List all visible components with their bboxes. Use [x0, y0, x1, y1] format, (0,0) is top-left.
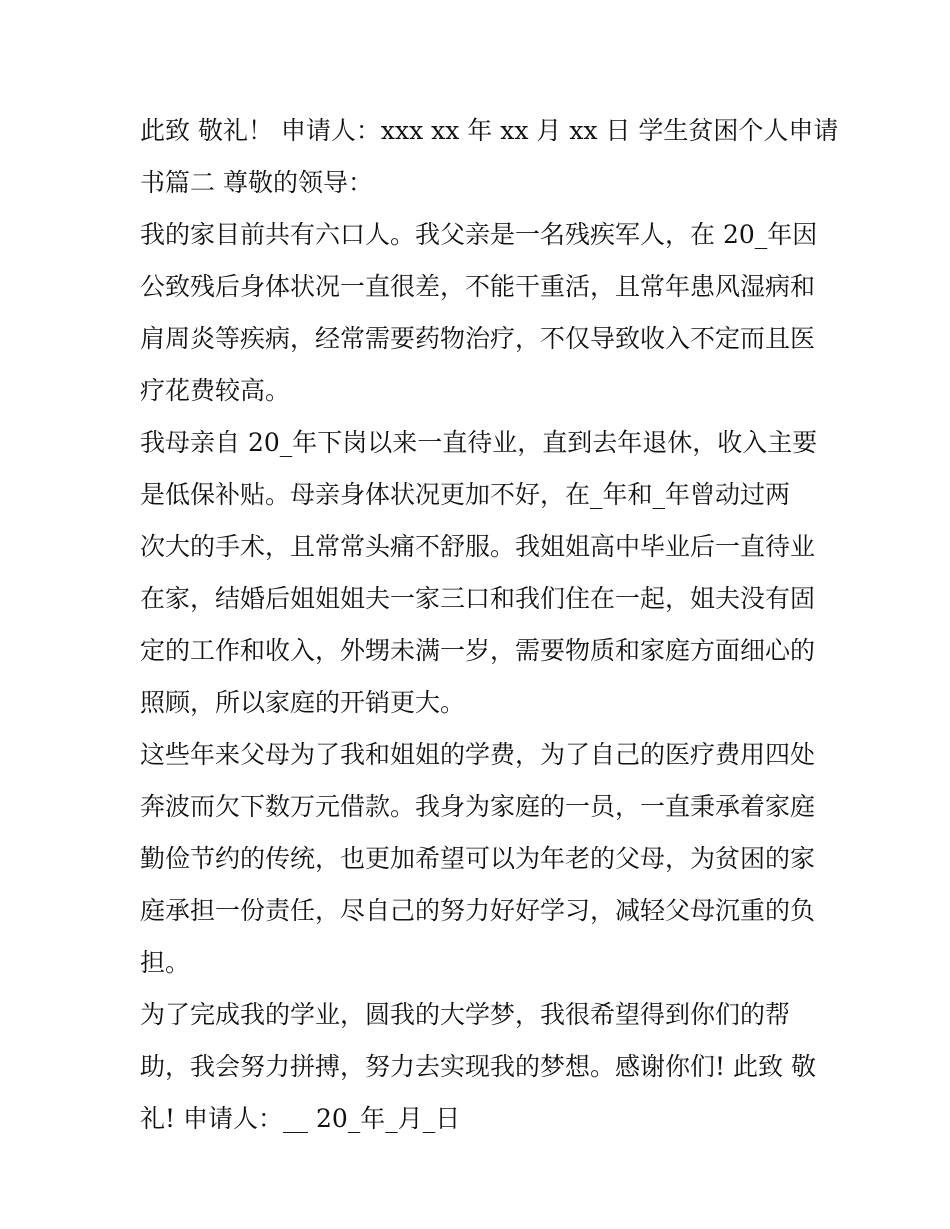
text-line: 助，我会努力拼搏，努力去实现我的梦想。感谢你们! 此致 敬: [140, 1052, 816, 1081]
text-line: 礼! 申请人：__ 20_年_月_日: [140, 1104, 461, 1133]
paragraph-family-father: [140, 209, 820, 417]
paragraph-mother-sister: [140, 417, 820, 729]
paragraph-closing-and-title: [140, 105, 839, 209]
text-line: 次大的手术，且常常头痛不舒服。我姐姐高中毕业后一直待业: [140, 532, 816, 561]
text-line: 在家，结婚后姐姐姐夫一家三口和我们住在一起，姐夫没有固: [140, 584, 816, 613]
text-line: 公致残后身体状况一直很差，不能干重活，且常年患风湿病和: [140, 272, 816, 301]
text-line: 是低保补贴。母亲身体状况更加不好，在_年和_年曾动过两: [140, 480, 791, 509]
text-line: 肩周炎等疾病，经常需要药物治疗，不仅导致收入不定而且医: [140, 324, 816, 353]
text-line: 为了完成我的学业，圆我的大学梦，我很希望得到你们的帮: [140, 1000, 791, 1029]
text-line: 我的家目前共有六口人。我父亲是一名残疾军人，在 20_年因: [140, 220, 818, 249]
text-line: 我母亲自 20_年下岗以来一直待业，直到去年退休，收入主要: [140, 428, 818, 457]
paragraph-financial-burden: [140, 729, 820, 989]
text-line: 此致 敬礼！ 申请人：xxx xx 年 xx 月 xx 日 学生贫困个人申请: [140, 116, 839, 145]
document-body: [140, 105, 839, 1145]
paragraph-conclusion-signature: [140, 989, 820, 1145]
text-line: 这些年来父母为了我和姐姐的学费，为了自己的医疗费用四处: [140, 740, 816, 769]
text-line: 书篇二 尊敬的领导：: [140, 168, 373, 197]
text-line: 定的工作和收入，外甥未满一岁，需要物质和家庭方面细心的: [140, 636, 816, 665]
text-line: 奔波而欠下数万元借款。我身为家庭的一员，一直秉承着家庭: [140, 792, 816, 821]
text-line: 勤俭节约的传统，也更加希望可以为年老的父母，为贫困的家: [140, 844, 816, 873]
text-line: 照顾，所以家庭的开销更大。: [140, 688, 466, 717]
text-line: 担。: [140, 948, 191, 977]
text-line: 庭承担一份责任，尽自己的努力好好学习，减轻父母沉重的负: [140, 896, 816, 925]
text-line: 疗花费较高。: [140, 376, 291, 405]
